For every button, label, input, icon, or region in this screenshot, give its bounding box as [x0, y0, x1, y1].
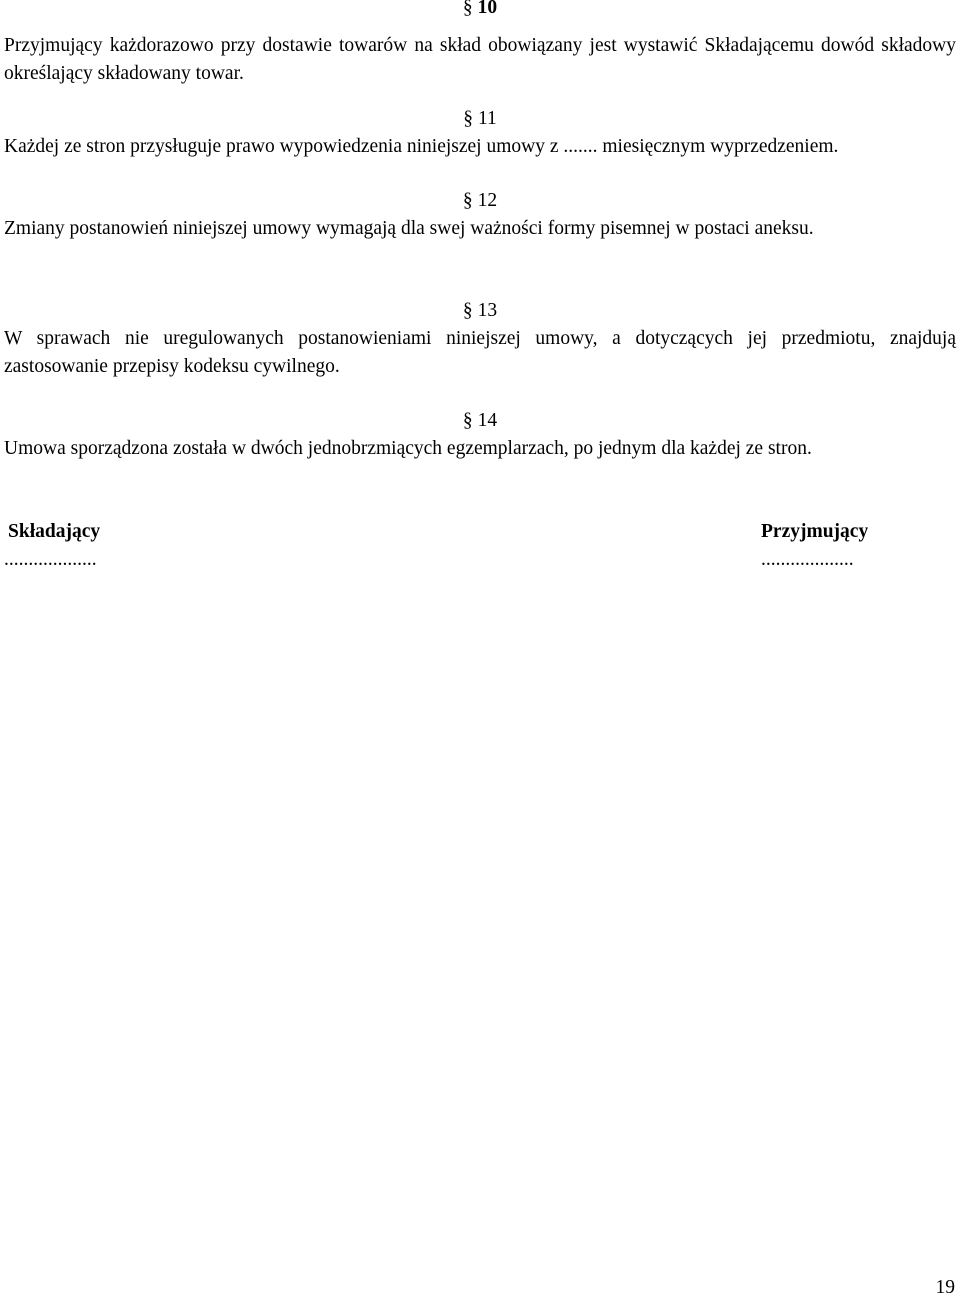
- section-11: [4, 107, 956, 161]
- signature-title: Przyjmujący: [761, 521, 869, 542]
- section-14: [4, 409, 956, 463]
- page-number: 19: [935, 1277, 955, 1298]
- section-heading: [4, 189, 956, 213]
- section-13: [4, 299, 956, 381]
- section-number: [463, 409, 497, 433]
- section-heading: [4, 0, 956, 20]
- signature-right: [761, 518, 868, 574]
- section-number-value: 10: [477, 0, 498, 18]
- section-number: [463, 299, 497, 323]
- section-heading: [4, 107, 956, 131]
- signature-title: Składający: [8, 521, 101, 542]
- section-text: W sprawach nie uregulowanych postanowieniami niniejszej umowy, a dotyczących jej przedmiotu, znajdują zastosowanie przepisy kodeksu cywilnego.: [4, 328, 956, 377]
- section-number-value: 12: [477, 190, 498, 211]
- section-text: Każdej ze stron przysługuje prawo wypowiedzenia niniejszej umowy z ....... miesięcznym wyprzedzeniem.: [4, 136, 839, 157]
- section-mark: §: [462, 300, 473, 321]
- section-number: [463, 107, 497, 131]
- section-mark: §: [463, 108, 473, 129]
- section-mark: §: [462, 0, 473, 18]
- section-mark: §: [462, 190, 473, 211]
- section-text: Umowa sporządzona została w dwóch jednobrzmiących egzemplarzach, po jednym dla każdej ze stron.: [4, 438, 812, 459]
- section-number: [463, 0, 497, 20]
- section-heading: [4, 299, 956, 323]
- section-text: Przyjmujący każdorazowo przy dostawie towarów na skład obowiązany jest wystawić Składającemu dowód składowy określający składowany towar.: [4, 35, 956, 84]
- section-10: [4, 0, 956, 88]
- signature-row: [4, 518, 956, 578]
- section-number: [463, 189, 497, 213]
- section-text: Zmiany postanowień niniejszej umowy wymagają dla swej ważności formy pisemnej w postaci aneksu.: [4, 218, 814, 239]
- section-number-value: 11: [477, 108, 497, 129]
- section-number-value: 14: [477, 410, 498, 431]
- section-mark: §: [462, 410, 473, 431]
- signature-left: [4, 518, 101, 574]
- section-number-value: 13: [477, 300, 498, 321]
- section-12: [4, 189, 956, 243]
- section-heading: [4, 409, 956, 433]
- signature-line: ...................: [4, 549, 97, 570]
- signature-line: ...................: [761, 549, 854, 570]
